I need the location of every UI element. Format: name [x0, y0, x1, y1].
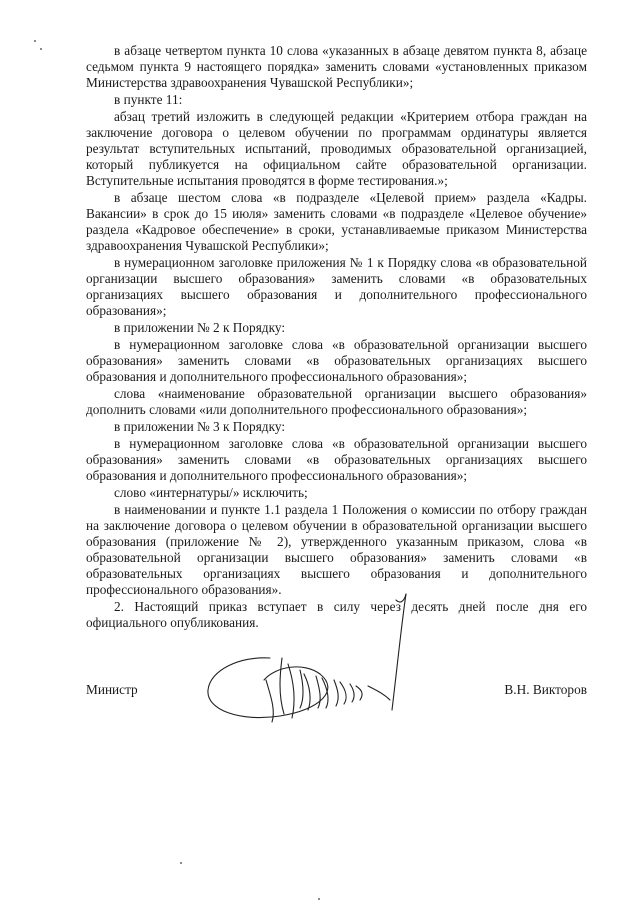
paragraph-12: в наименовании и пункте 1.1 раздела 1 Положения о комиссии по отбору граждан на заключение договора о целевом обучении в образовательной организации высшего образования (приложение № 2), утвержденного указанным приказом, слова «в образовательной организации высшего образования» заменить словами «в образовательных организациях высшего образования и дополнительного профессионального образования».: [86, 502, 587, 597]
paragraph-11: слово «интернатуры/» исключить;: [114, 485, 308, 500]
paragraph-1: в абзаце четвертом пункта 10 слова «указанных в абзаце девятом пункта 8, абзаце седьмом пункта 9 настоящего порядка» заменить словами «установленных приказом Министерства здравоохранения Чувашской Республики»;: [86, 43, 587, 90]
paragraph-7: в нумерационном заголовке слова «в образовательной организации высшего образования» заменить словами «в образовательных организациях высшего образования и дополнительного профессионального образования»;: [86, 337, 587, 384]
signatory-title: Министр: [86, 682, 138, 697]
handwritten-signature: [200, 590, 410, 730]
paragraph-8: слова «наименование образовательной организации высшего образования» дополнить словами «или дополнительного профессионального образования»;: [86, 386, 587, 417]
paragraph-3: абзац третий изложить в следующей редакции «Критерием отбора граждан на заключение договора о целевом обучении по программам ординатуры является результат вступительных испытаний, проводимых образовательной организацией, который публикуется на официальном сайте образовательной организации. Вступительные испытания проводятся в форме тестирования.»;: [86, 109, 587, 188]
document-body: [86, 43, 587, 631]
paragraph-6: в приложении № 2 к Порядку:: [114, 320, 286, 335]
signature-block: [86, 682, 587, 702]
scan-speck: [180, 862, 182, 864]
paragraph-5: в нумерационном заголовке приложения № 1 к Порядку слова «в образовательной организации высшего образования» заменить словами «в образовательных организациях высшего образования и дополнительного профессионального образования»;: [86, 255, 587, 318]
paragraph-10: в нумерационном заголовке слова «в образовательной организации высшего образования» заменить словами «в образовательных организациях высшего образования и дополнительного профессионального образования»;: [86, 436, 587, 483]
paragraph-4: в абзаце шестом слова «в подразделе «Целевой прием» раздела «Кадры. Вакансии» в срок до 15 июля» заменить словами «в подразделе «Целевое обучение» раздела «Кадровое обеспечение» в сроки, устанавливаемые приказом Министерства здравоохранения Чувашской Республики»;: [86, 190, 587, 253]
paragraph-2: в пункте 11:: [114, 92, 183, 107]
scan-speck: [34, 40, 36, 42]
signatory-name: В.Н. Викторов: [504, 682, 587, 697]
paragraph-9: в приложении № 3 к Порядку:: [114, 419, 286, 434]
scan-speck: [40, 48, 42, 50]
scan-speck: [318, 898, 320, 900]
paragraph-13: 2. Настоящий приказ вступает в силу через десять дней после дня его официального опубликования.: [86, 599, 587, 630]
